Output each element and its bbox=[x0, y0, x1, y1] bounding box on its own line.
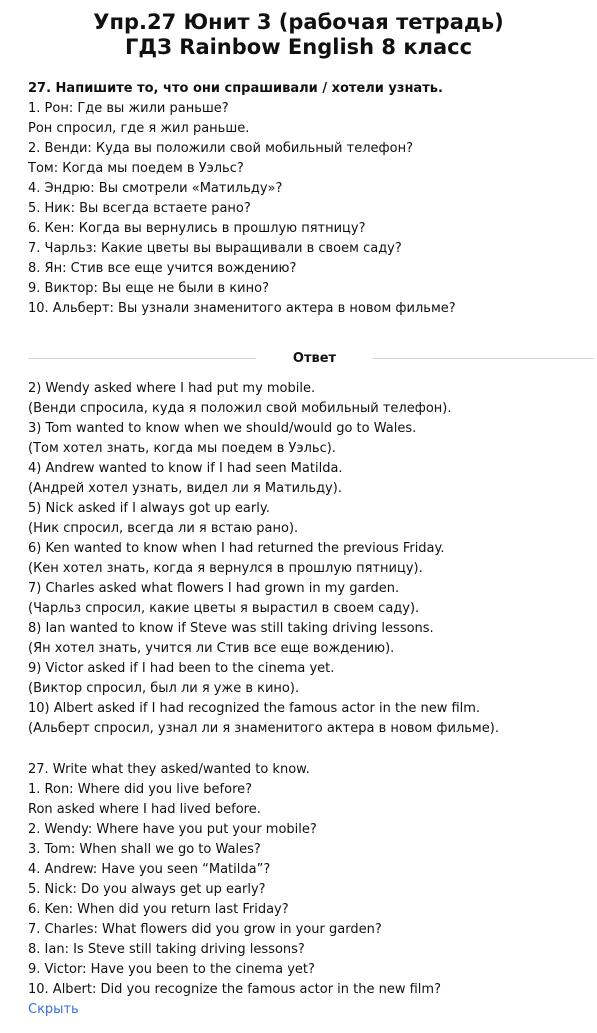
task-heading-ru: 27. Напишите то, что они спрашивали / хотели узнать. bbox=[28, 81, 443, 96]
task-line-ru: 2. Венди: Куда вы положили свой мобильный телефон? bbox=[28, 141, 413, 156]
answer-line: 6) Ken wanted to know when I had returned the previous Friday. bbox=[28, 541, 445, 556]
page-title: Упр.27 Юнит 3 (рабочая тетрадь) bbox=[93, 10, 504, 34]
answer-line: 5) Nick asked if I always got up early. bbox=[28, 501, 270, 516]
task-line-en: 8. Ian: Is Steve still taking driving lessons? bbox=[28, 942, 305, 957]
answer-line: (Кен хотел знать, когда я вернулся в прошлую пятницу). bbox=[28, 561, 423, 576]
answer-line: (Ян хотел знать, учится ли Стив все еще вождению). bbox=[28, 641, 395, 656]
answer-line: 9) Victor asked if I had been to the cinema yet. bbox=[28, 661, 335, 676]
task-russian bbox=[28, 79, 588, 319]
answer-line: (Венди спросила, куда я положил свой мобильный телефон). bbox=[28, 401, 452, 416]
divider-rule-right bbox=[373, 358, 594, 359]
answer-divider bbox=[28, 349, 594, 369]
task-english bbox=[28, 760, 588, 1000]
answer-line: (Виктор спросил, был ли я уже в кино). bbox=[28, 681, 300, 696]
task-line-ru: Рон спросил, где я жил раньше. bbox=[28, 121, 250, 136]
answer-line: 8) Ian wanted to know if Steve was still taking driving lessons. bbox=[28, 621, 434, 636]
answer-block bbox=[28, 379, 588, 739]
answer-line: (Альберт спросил, узнал ли я знаменитого актера в новом фильме). bbox=[28, 721, 499, 736]
answer-line: (Ник спросил, всегда ли я встаю рано). bbox=[28, 521, 299, 536]
answer-line: (Том хотел знать, когда мы поедем в Уэльс). bbox=[28, 441, 336, 456]
task-line-en: 1. Ron: Where did you live before? bbox=[28, 782, 253, 797]
page-subtitle: ГДЗ Rainbow English 8 класс bbox=[124, 35, 473, 59]
answer-line: 7) Charles asked what flowers I had grown in my garden. bbox=[28, 581, 400, 596]
task-line-en: 4. Andrew: Have you seen “Matilda”? bbox=[28, 862, 271, 877]
task-line-ru: 1. Рон: Где вы жили раньше? bbox=[28, 101, 229, 116]
task-line-ru: 4. Эндрю: Вы смотрели «Матильду»? bbox=[28, 181, 283, 196]
task-line-ru: 7. Чарльз: Какие цветы вы выращивали в своем саду? bbox=[28, 241, 402, 256]
task-line-en: 9. Victor: Have you been to the cinema yet? bbox=[28, 962, 315, 977]
task-line-ru: 6. Кен: Когда вы вернулись в прошлую пятницу? bbox=[28, 221, 366, 236]
answer-line: 3) Tom wanted to know when we should/would go to Wales. bbox=[28, 421, 417, 436]
task-line-en: 10. Albert: Did you recognize the famous actor in the new film? bbox=[28, 982, 441, 997]
task-line-en: 2. Wendy: Where have you put your mobile? bbox=[28, 822, 317, 837]
task-line-ru: Том: Когда мы поедем в Уэльс? bbox=[28, 161, 244, 176]
task-line-en: 6. Ken: When did you return last Friday? bbox=[28, 902, 289, 917]
answer-label: Ответ bbox=[292, 351, 337, 366]
task-line-ru: 10. Альберт: Вы узнали знаменитого актера в новом фильме? bbox=[28, 301, 456, 316]
task-line-ru: 8. Ян: Стив все еще учится вождению? bbox=[28, 261, 297, 276]
task-line-ru: 5. Ник: Вы всегда встаете рано? bbox=[28, 201, 251, 216]
task-line-en: 7. Charles: What flowers did you grow in your garden? bbox=[28, 922, 382, 937]
task-line-en: 3. Tom: When shall we go to Wales? bbox=[28, 842, 261, 857]
hide-link[interactable]: Скрыть bbox=[28, 1002, 79, 1017]
task-line-en: 5. Nick: Do you always get up early? bbox=[28, 882, 266, 897]
answer-line: 2) Wendy asked where I had put my mobile. bbox=[28, 381, 316, 396]
answer-line: 10) Albert asked if I had recognized the famous actor in the new film. bbox=[28, 701, 481, 716]
answer-line: (Андрей хотел узнать, видел ли я Матильду). bbox=[28, 481, 342, 496]
task-line-en: Ron asked where I had lived before. bbox=[28, 802, 261, 817]
task-line-ru: 9. Виктор: Вы еще не были в кино? bbox=[28, 281, 269, 296]
divider-rule-left bbox=[28, 358, 256, 359]
task-heading-en: 27. Write what they asked/wanted to know. bbox=[28, 762, 310, 777]
answer-line: (Чарльз спросил, какие цветы я вырастил в своем саду). bbox=[28, 601, 420, 616]
answer-line: 4) Andrew wanted to know if I had seen Matilda. bbox=[28, 461, 343, 476]
